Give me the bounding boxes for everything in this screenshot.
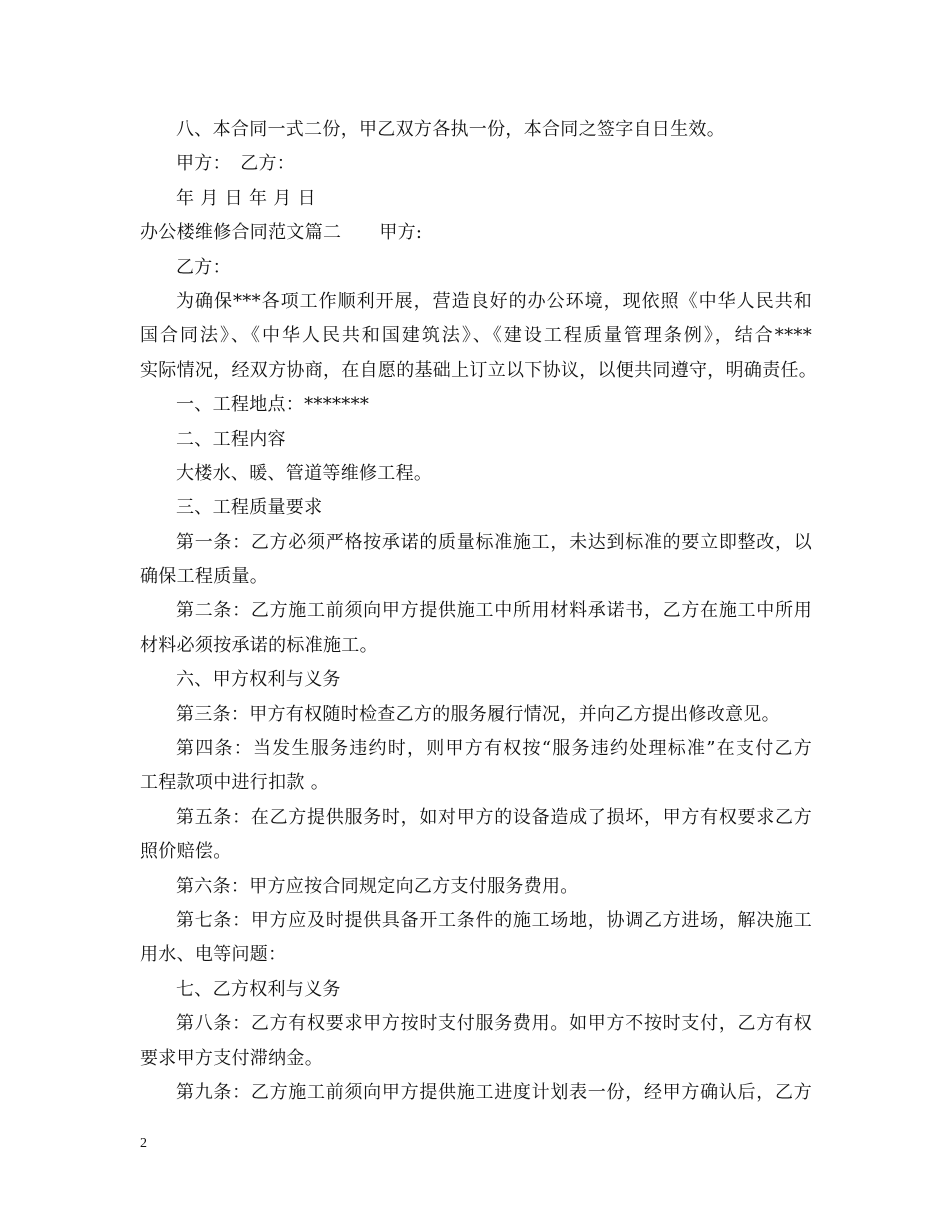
paragraph-line: 实际情况，经双方协商，在自愿的基础上订立以下协议，以便共同遵守，明确责任。 — [140, 359, 818, 381]
paragraph-line: 确保工程质量。 — [140, 566, 269, 588]
paragraph-line: 第二条：乙方施工前须向甲方提供施工中所用材料承诺书，乙方在施工中所用 — [176, 600, 812, 622]
paragraph-line: 第五条：在乙方提供服务时，如对甲方的设备造成了损坏，甲方有权要求乙方 — [176, 806, 812, 828]
paragraph-line: 国合同法》、《中华人民共和国建筑法》、《建设工程质量管理条例》，结合**** — [140, 325, 812, 347]
party-b-label: 乙方： — [176, 256, 231, 278]
party-a-label: 甲方: — [379, 222, 423, 244]
section-title-line — [140, 216, 812, 250]
heading-line: 六、甲方权利与义务 — [176, 669, 341, 691]
page-number: 2 — [140, 1136, 147, 1151]
paragraph-line: 第一条：乙方必须严格按承诺的质量标准施工，未达到标准的要立即整改，以 — [176, 531, 812, 553]
paragraph-line: 第九条：乙方施工前须向甲方提供施工进度计划表一份，经甲方确认后，乙方 — [176, 1081, 812, 1103]
paragraph-line: 为确保***各项工作顺利开展，营造良好的办公环境，现依照《中华人民共和 — [176, 290, 812, 312]
heading-line: 二、工程内容 — [176, 428, 286, 450]
heading-line: 七、乙方权利与义务 — [176, 978, 341, 1000]
paragraph-line: 要求甲方支付滞纳金。 — [140, 1047, 323, 1069]
paragraph-line: 第三条：甲方有权随时检查乙方的服务履行情况，并向乙方提出修改意见。 — [176, 703, 780, 725]
signature-parties-line: 甲方： 乙方： — [176, 153, 296, 175]
paragraph-line: 第七条：甲方应及时提供具备开工条件的施工场地，协调乙方进场，解决施工 — [176, 909, 812, 931]
heading-line: 一、工程地点：******* — [176, 394, 370, 416]
paragraph-line: 大楼水、暖、管道等维修工程。 — [176, 462, 433, 484]
heading-line: 三、工程质量要求 — [176, 497, 323, 519]
paragraph-line: 第八条：乙方有权要求甲方按时支付服务费用。如甲方不按时支付，乙方有权 — [176, 1013, 812, 1035]
paragraph-line: 用水、电等问题： — [140, 944, 287, 966]
paragraph-line: 八、本合同一式二份，甲乙双方各执一份，本合同之签字自日生效。 — [176, 119, 725, 140]
paragraph-line: 第四条：当发生服务违约时，则甲方有权按“服务违约处理标准”在支付乙方 — [176, 738, 812, 760]
paragraph-line: 材料必须按承诺的标准施工。 — [140, 634, 378, 656]
section-title: 办公楼维修合同范文篇二 — [140, 222, 342, 244]
paragraph-line: 照价赔偿。 — [140, 841, 232, 863]
paragraph-line: 第六条：甲方应按合同规定向乙方支付服务费用。 — [176, 875, 579, 897]
document-body — [140, 113, 818, 1110]
signature-date-line: 年 月 日 年 月 日 — [176, 187, 316, 209]
paragraph-line: 工程款项中进行扣款 。 — [140, 772, 330, 794]
